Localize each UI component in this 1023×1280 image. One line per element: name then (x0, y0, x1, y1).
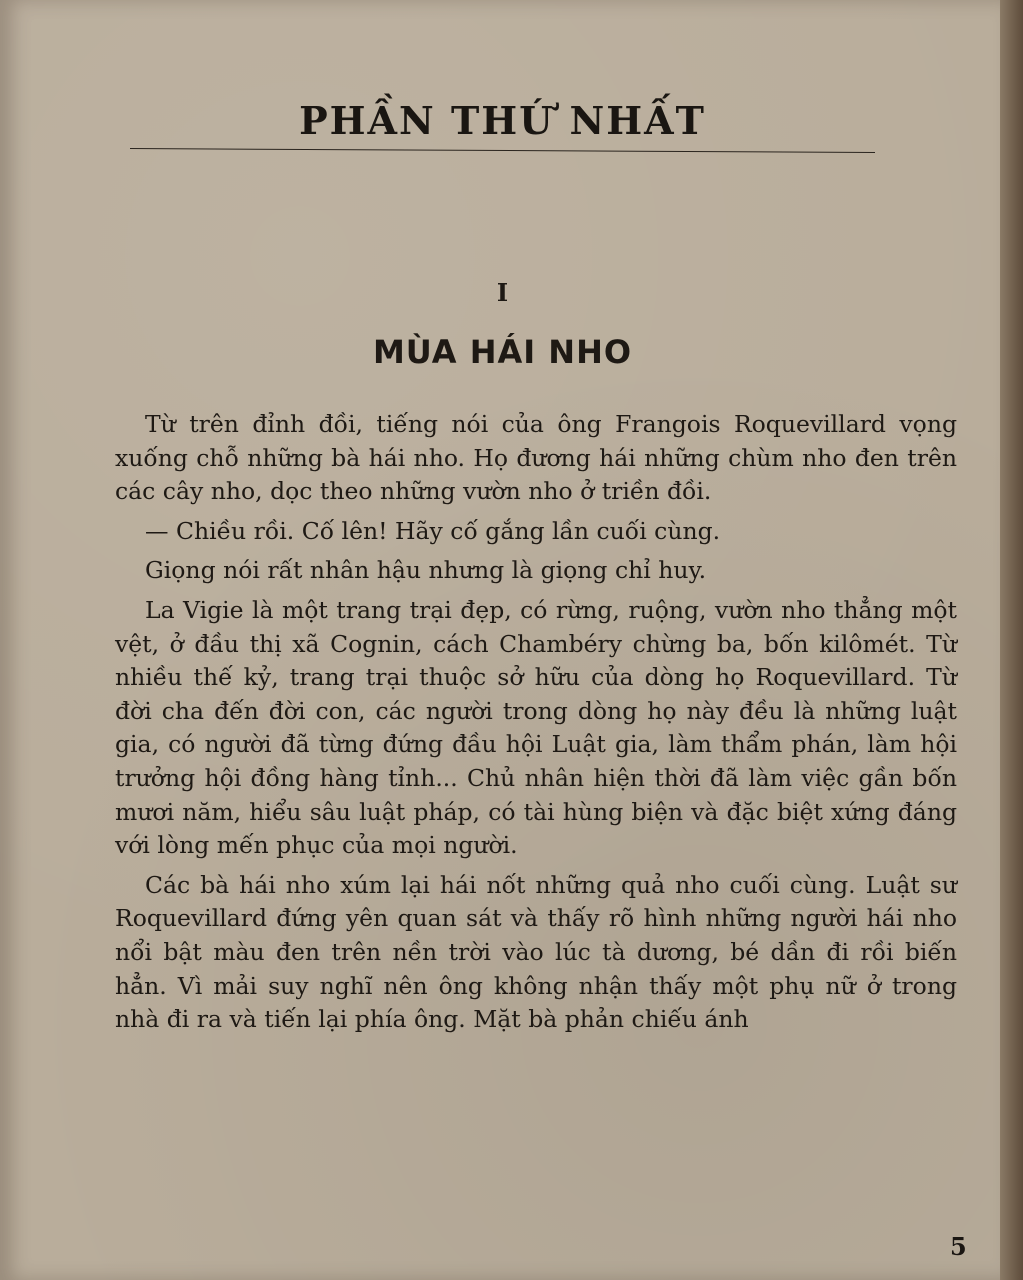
page-edge (1000, 0, 1023, 1280)
chapter-number: I (496, 278, 509, 307)
paragraph: Từ trên đỉnh đồi, tiếng nói của ông Frangois Roquevillard vọng xuống chỗ những bà hái nho. Họ đương hái những chùm nho đen trên các cây nho, dọc theo những vườn nho ở triền đồi. (115, 410, 957, 506)
title-rule (130, 148, 875, 153)
paragraph: Các bà hái nho xúm lại hái nốt những quả nho cuối cùng. Luật sư Roquevillard đứng yên quan sát và thấy rõ hình những người hái nho nổi bật màu đen trên nền trời vào lúc tà dương, bé dần đi rồi biến hẳn. Vì mải suy nghĩ nên ông không nhận thấy một phụ nữ ở trong nhà đi ra và tiến lại phía ông. Mặt bà phản chiếu ánh (115, 870, 957, 1034)
part-title: PHẦN THỨ NHẤT (299, 98, 706, 143)
body-text (115, 408, 957, 1043)
paragraph: Giọng nói rất nhân hậu nhưng là giọng chỉ huy. (145, 556, 707, 585)
page-number: 5 (950, 1232, 967, 1261)
paragraph: La Vigie là một trang trại đẹp, có rừng, ruộng, vườn nho thẳng một vệt, ở đầu thị xã Cognin, cách Chambéry chừng ba, bốn kilômét. Từ nhiều thế kỷ, trang trại thuộc sở hữu của dòng họ Roquevillard. Từ đời cha đến đời con, các người trong dòng họ này đều là những luật gia, có người đã từng đứng đầu hội Luật gia, làm thẩm phán, làm hội trưởng hội đồng hàng tỉnh... Chủ nhân hiện thời đã làm việc gần bốn mươi năm, hiểu sâu luật pháp, có tài hùng biện và đặc biệt xứng đáng với lòng mến phục của mọi người. (115, 595, 957, 860)
chapter-title: MÙA HÁI NHO (372, 333, 633, 371)
paragraph: — Chiều rồi. Cố lên! Hãy cố gắng lần cuối cùng. (145, 516, 721, 545)
